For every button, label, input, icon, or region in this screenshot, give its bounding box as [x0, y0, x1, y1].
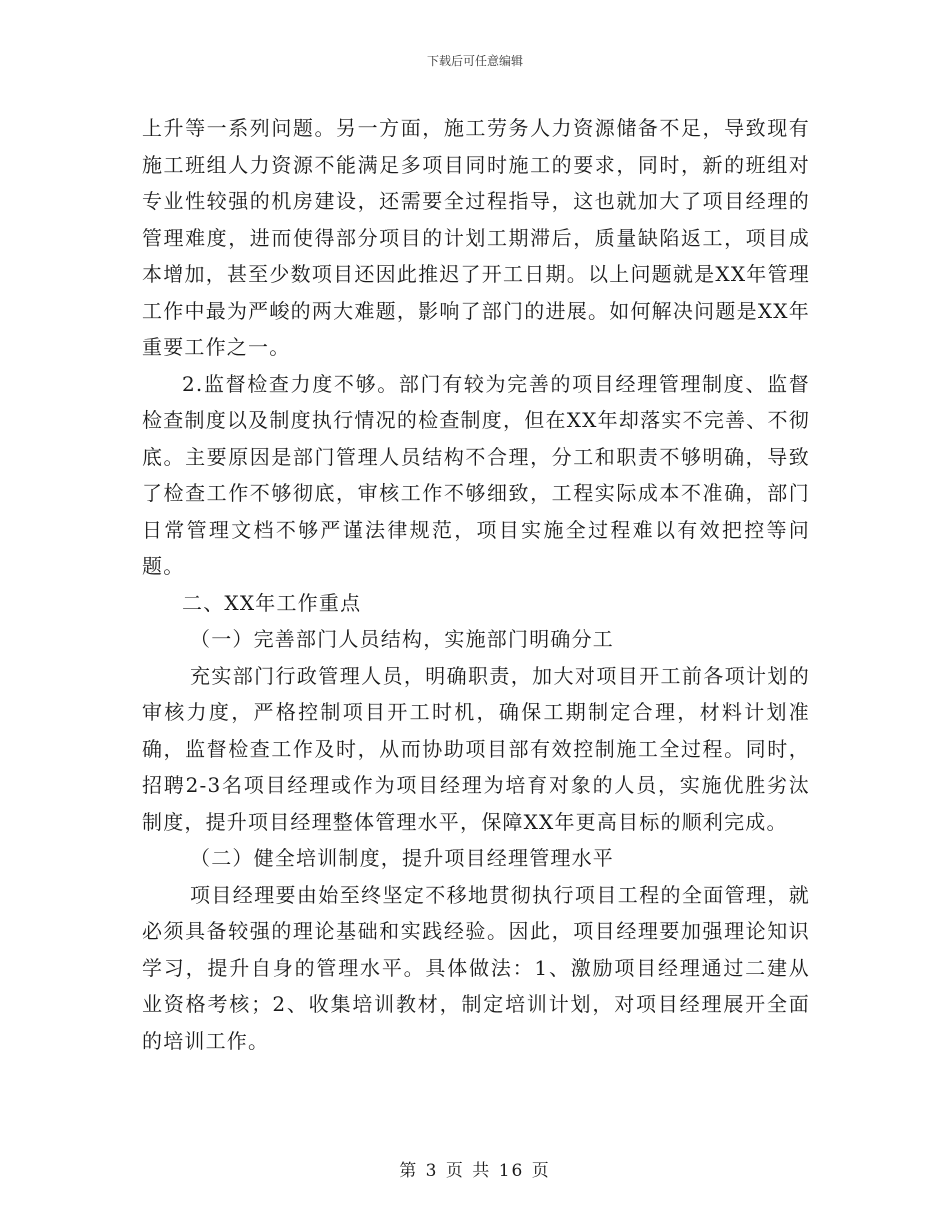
- paragraph-supervision-issue: 2.监督检查力度不够。部门有较为完善的项目经理管理制度、监督检查制度以及制度执行情况的检查制度，但在XX年却落实不完善、不彻底。主要原因是部门管理人员结构不合理，分工和职责不够明确，导致了检查工作不够彻底，审核工作不够细致，工程实际成本不准确，部门日常管理文档不够严谨法律规范，项目实施全过程难以有效把控等问题。: [142, 371, 810, 578]
- paragraph-staff-structure: 充实部门行政管理人员，明确职责，加大对项目开工前各项计划的审核力度，严格控制项目开工时机，确保工期制定合理，材料计划准确，监督检查工作及时，从而协助项目部有效控制施工全过程。同时，招聘2-3名项目经理或作为项目经理为培育对象的人员，实施优胜劣汰制度，提升项目经理整体管理水平，保障XX年更高目标的顺利完成。: [142, 663, 810, 834]
- subheading-training-system: （二）健全培训制度，提升项目经理管理水平: [190, 846, 614, 870]
- section-heading-work-focus: 二、XX年工作重点: [182, 590, 362, 615]
- subheading-staff-structure: （一）完善部门人员结构，实施部门明确分工: [190, 627, 614, 651]
- paragraph-training-system: 项目经理要由始至终坚定不移地贯彻执行项目工程的全面管理，就必须具备较强的理论基础和实践经验。因此，项目经理要加强理论知识学习，提升自身的管理水平。具体做法：1、激励项目经理通过二建从业资格考核；2、收集培训教材，制定培训计划，对项目经理展开全面的培训工作。: [142, 882, 810, 1053]
- page-number: 第 3 页 共 16 页: [399, 1161, 551, 1181]
- paragraph-continued-problems: 上升等一系列问题。另一方面，施工劳务人力资源储备不足，导致现有施工班组人力资源不能满足多项目同时施工的要求，同时，新的班组对专业性较强的机房建设，还需要全过程指导，这也就加大了项目经理的管理难度，进而使得部分项目的计划工期滞后，质量缺陷返工，项目成本增加，甚至少数项目还因此推迟了开工日期。以上问题就是XX年管理工作中最为严峻的两大难题，影响了部门的进展。如何解决问题是XX年重要工作之一。: [142, 116, 810, 359]
- page-header: 下载后可任意编辑: [426, 54, 523, 68]
- document-body: [142, 110, 810, 1059]
